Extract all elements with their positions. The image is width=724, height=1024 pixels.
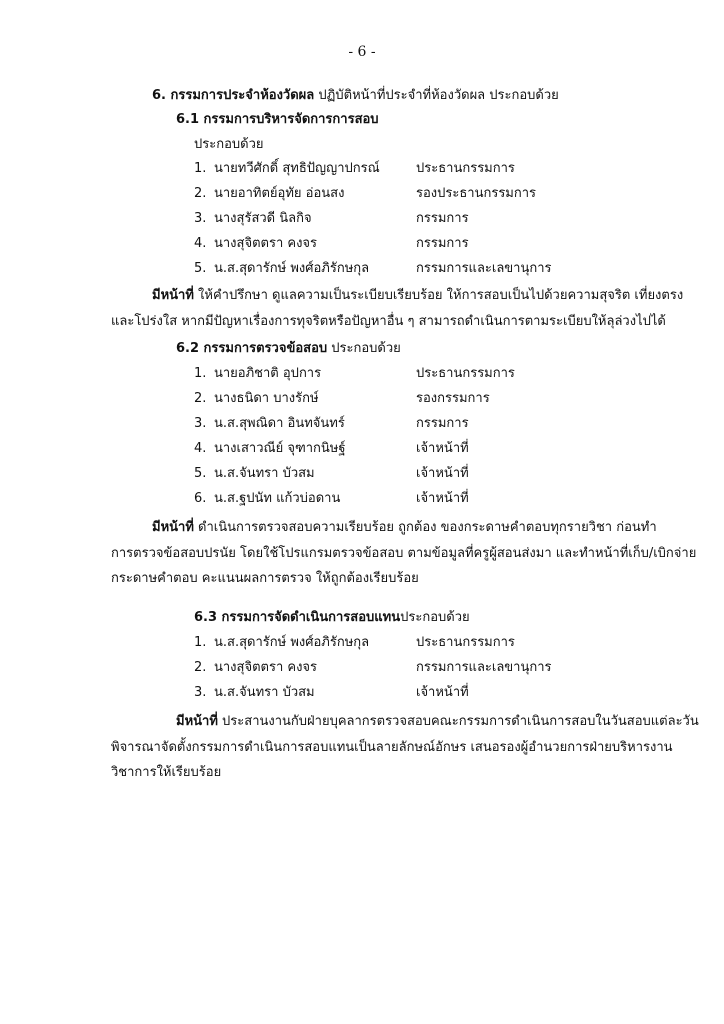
member-name: นางเสาวณีย์ จุฑากนิษฐ์ <box>214 441 346 456</box>
member-number: 6. <box>194 491 207 506</box>
member-role: กรรมการ <box>416 211 469 226</box>
sub-6-2-title: 6.2 กรรมการตรวจข้อสอบ <box>176 341 328 356</box>
member-number: 3. <box>194 685 207 700</box>
section-6-title: 6. กรรมการประจำห้องวัดผล <box>152 88 315 103</box>
member-number: 2. <box>194 186 207 201</box>
member-role: เจ้าหน้าที่ <box>416 491 469 506</box>
member-row <box>194 463 469 485</box>
member-number: 1. <box>194 635 207 650</box>
member-name: นายอาทิตย์อุทัย อ่อนสง <box>214 186 345 201</box>
member-role: เจ้าหน้าที่ <box>416 685 469 700</box>
sub-6-3-text: ประกอบด้วย <box>400 610 470 625</box>
sub-6-2-text: ประกอบด้วย <box>327 341 401 356</box>
member-name: นางสุจิตตรา คงจร <box>214 660 318 675</box>
member-role: รองประธานกรรมการ <box>416 186 537 201</box>
member-role: กรรมการและเลขานุการ <box>416 660 552 675</box>
member-row <box>194 682 469 704</box>
member-role: รองกรรมการ <box>416 391 490 406</box>
member-name: น.ส.สุพณิดา อินทจันทร์ <box>214 416 345 431</box>
member-number: 5. <box>194 466 207 481</box>
section-6-heading <box>152 86 559 106</box>
member-name: นางสุจิตตรา คงจร <box>214 236 318 251</box>
member-role: กรรมการ <box>416 236 469 251</box>
sub-6-1-title: 6.1 กรรมการบริหารจัดการการสอบ <box>176 112 379 127</box>
member-number: 5. <box>194 261 207 276</box>
duty-text: ประสานงานกับฝ่ายบุคลากรตรวจสอบคณะกรรมการดำเนินการสอบในวันสอบแต่ละวัน <box>217 714 699 729</box>
member-number: 2. <box>194 660 207 675</box>
sub-6-2-duty-line-3: กระดาษคำตอบ คะแนนผลการตรวจ ให้ถูกต้องเรียบร้อย <box>111 571 419 586</box>
member-name: น.ส.ฐปนัท แก้วบ่อดาน <box>214 491 341 506</box>
sub-6-2-duty-line-1 <box>152 518 657 538</box>
sub-6-3-duty-line-1 <box>176 712 699 732</box>
sub-6-1-duty-line-2: และโปร่งใส หากมีปัญหาเรื่องการทุจริตหรือปัญหาอื่น ๆ สามารถดำเนินการตามระเบียบให้ลุล่วงไปได้ <box>111 314 666 329</box>
page-number: - 6 - <box>348 44 376 60</box>
member-role: ประธานกรรมการ <box>416 366 515 381</box>
member-name: นายอภิชาติ อุปการ <box>214 366 322 381</box>
member-number: 3. <box>194 211 207 226</box>
member-row <box>194 438 469 460</box>
duty-text: ดำเนินการตรวจสอบความเรียบร้อย ถูกต้อง ของกระดาษคำตอบทุกรายวิชา ก่อนทำ <box>193 520 657 535</box>
member-name: น.ส.จันทรา บัวสม <box>214 466 315 481</box>
sub-6-2-duty-line-2: การตรวจข้อสอบปรนัย โดยใช้โปรแกรมตรวจข้อสอบ ตามข้อมูลที่ครูผู้สอนส่งมา และทำหน้าที่เก็บ/เบิกจ่าย <box>111 546 697 561</box>
member-role: เจ้าหน้าที่ <box>416 466 469 481</box>
member-role: เจ้าหน้าที่ <box>416 441 469 456</box>
section-6-text: ปฏิบัติหน้าที่ประจำที่ห้องวัดผล ประกอบด้วย <box>314 88 559 103</box>
sub-6-2-heading <box>176 339 401 359</box>
sub-6-3-heading <box>194 608 470 628</box>
sub-6-3-duty-line-2: พิจารณาจัดตั้งกรรมการดำเนินการสอบแทนเป็นลายลักษณ์อักษร เสนอรองผู้อำนวยการฝ่ายบริหารงาน <box>111 740 673 755</box>
sub-6-1-consist: ประกอบด้วย <box>194 137 264 152</box>
member-row <box>194 233 469 255</box>
sub-6-1-duty-line-1 <box>152 286 683 306</box>
member-row <box>194 158 515 180</box>
member-role: ประธานกรรมการ <box>416 161 515 176</box>
duty-label: มีหน้าที่ <box>152 288 194 303</box>
member-name: น.ส.สุดารักษ์ พงศ์อภิรักษกุล <box>214 635 370 650</box>
member-name: นายทวีศักดิ์ สุทธิปัญญาปกรณ์ <box>214 161 380 176</box>
duty-text: ให้คำปรึกษา ดูแลความเป็นระเบียบเรียบร้อย ให้การสอบเป็นไปด้วยความสุจริต เที่ยงตรง <box>193 288 684 303</box>
sub-6-3-title: 6.3 กรรมการจัดดำเนินการสอบแทน <box>194 610 401 625</box>
member-row <box>194 632 515 654</box>
member-row <box>194 183 536 205</box>
member-name: น.ส.จันทรา บัวสม <box>214 685 315 700</box>
member-number: 3. <box>194 416 207 431</box>
member-role: ประธานกรรมการ <box>416 635 515 650</box>
sub-6-3-duty-line-3: วิชาการให้เรียบร้อย <box>111 765 222 780</box>
duty-label: มีหน้าที่ <box>152 520 194 535</box>
member-number: 1. <box>194 161 207 176</box>
member-name: น.ส.สุดารักษ์ พงศ์อภิรักษกุล <box>214 261 370 276</box>
member-row <box>194 488 469 510</box>
member-row <box>194 363 515 385</box>
duty-label: มีหน้าที่ <box>176 714 218 729</box>
member-row <box>194 657 552 679</box>
member-name: นางธนิดา บางรักษ์ <box>214 391 319 406</box>
member-number: 4. <box>194 236 207 251</box>
member-number: 4. <box>194 441 207 456</box>
member-row <box>194 388 490 410</box>
member-number: 2. <box>194 391 207 406</box>
member-role: กรรมการและเลขานุการ <box>416 261 552 276</box>
member-row <box>194 413 469 435</box>
member-row <box>194 208 469 230</box>
member-role: กรรมการ <box>416 416 469 431</box>
member-row <box>194 258 552 280</box>
member-number: 1. <box>194 366 207 381</box>
member-name: นางสุรัสวดี นิลกิจ <box>214 211 312 226</box>
